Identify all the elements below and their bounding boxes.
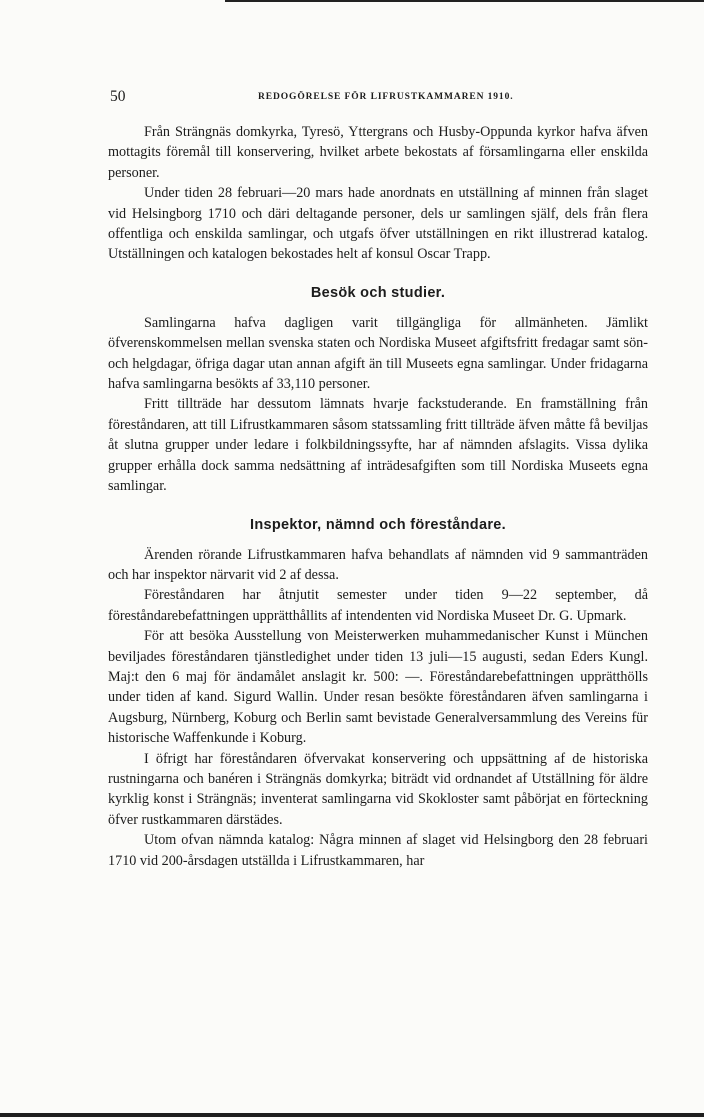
section-heading-visits: Besök och studier. [310, 284, 446, 301]
running-header [108, 88, 648, 108]
paragraph: Under tiden 28 februari—20 mars hade anordnats en utställning af minnen från slaget vid Helsingborg 1710 och däri deltagande personer, dels ur samlingen själf, dels från flera offentliga och enskilda samlingar, och utgafs öfver utställningen en rikt illustrerad katalog. Utställningen och katalogen bekostades helt af konsul Oscar Trapp. [108, 185, 648, 263]
paragraph: Från Strängnäs domkyrka, Tyresö, Yttergrans och Husby-Oppunda kyrkor hafva äfven mottagits föremål till konservering, hvilket arbete bekostats af församlingarna eller enskilda personer. [108, 124, 648, 181]
paragraph: Utom ofvan nämnda katalog: Några minnen af slaget vid Helsingborg den 28 februari 1710 vid 200-årsdagen utställda i Lifrustkammaren, har [108, 832, 648, 869]
paragraph: Ärenden rörande Lifrustkammaren hafva behandlats af nämnden vid 9 sammanträden och har inspektor närvarit vid 2 af dessa. [108, 546, 648, 583]
document-page [108, 88, 648, 871]
page-number: 50 [110, 88, 126, 105]
paragraph: I öfrigt har föreståndaren öfvervakat konservering och uppsättning af de historiska rustningarna och banéren i Strängnäs domkyrka; biträdt vid ordnandet af Utställning för äldre kyrklig konst i Strängnäs; inventerat samlingarna vid Skokloster samt påbörjat en förteckning öfver rustkammaren därstädes. [108, 750, 648, 828]
bottom-rule [0, 1113, 704, 1117]
running-title: REDOGÖRELSE FÖR LIFRUSTKAMMAREN 1910. [258, 92, 514, 102]
top-rule [225, 0, 704, 2]
paragraph: Fritt tillträde har dessutom lämnats hvarje fackstuderande. En framställning från föreståndaren, att till Lifrustkammaren såsom statssamling fritt tillträde äfven måtte få beviljas åt slutna grupper under ledare i folkbildningssyfte, har af nämnden afslagits. Vissa dylika grupper erhålla dock samma nedsättning af inträdesafgiften som till Nordiska Museets egna samlingar. [108, 396, 648, 495]
section-heading-admin: Inspektor, nämnd och föreståndare. [250, 516, 506, 533]
paragraph: För att besöka Ausstellung von Meisterwerken muhammedanischer Kunst i München beviljades föreståndaren tjänstledighet under tiden 13 juli—15 augusti, sedan Eders Kungl. Maj:t den 6 maj för ändamålet anslagit kr. 500: —. Föreståndarebefattningen upprätthölls under tiden af kand. Sigurd Wallin. Under resan besökte föreståndaren äfven samlingarna i Augsburg, Nürnberg, Koburg och Berlin samt bevistade Generalversammlung des Vereins für historische Waffenkunde i Koburg. [108, 628, 648, 747]
paragraph: Samlingarna hafva dagligen varit tillgängliga för allmänheten. Jämlikt öfverenskommelsen mellan svenska staten och Nordiska Museet afgiftsfritt fredagar samt sön- och helgdagar, öfriga dagar utan annan afgift än till Museets egna samlingar. Under fridagarna hafva samlingarna besökts af 33,110 personer. [108, 314, 648, 393]
paragraph: Föreståndaren har åtnjutit semester under tiden 9—22 september, då föreståndarebefattningen upprätthållits af intendenten vid Nordiska Museet Dr. G. Upmark. [108, 587, 648, 624]
